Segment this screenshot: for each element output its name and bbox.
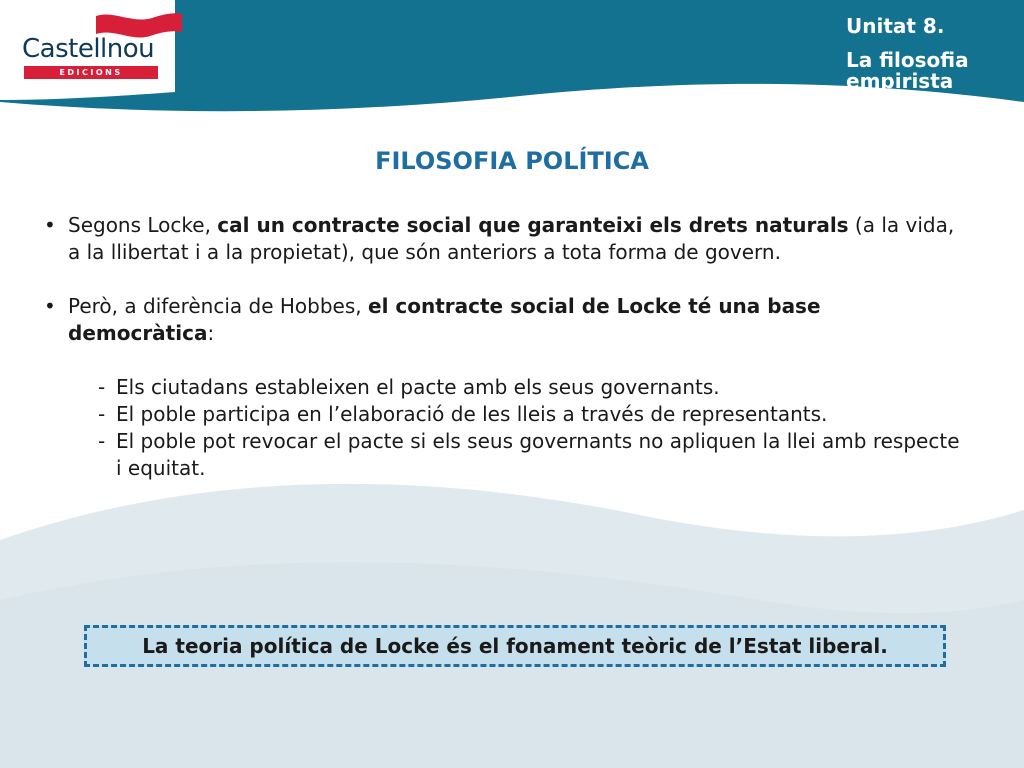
publisher-logo [22, 8, 162, 76]
bullet-marker: • [44, 294, 56, 318]
bullet-locke-contract [38, 212, 968, 266]
slide-title: FILOSOFIA POLÍTICA [375, 147, 649, 175]
bullet-text-intro: Però, a diferència de Hobbes, [68, 294, 368, 318]
bullet-text-rest: : [207, 321, 215, 345]
slide-content [38, 212, 968, 482]
list-item [98, 401, 968, 428]
unit-title: La filosofia empirista [846, 48, 969, 93]
dash-marker: - [98, 429, 106, 453]
bullet-democratic-base [38, 293, 968, 347]
list-item [98, 374, 968, 401]
unit-number: Unitat 8. [846, 14, 945, 38]
logo-wordmark: Castellnou [22, 34, 155, 64]
bullet-text-intro: Segons Locke, [68, 213, 218, 237]
logo-subtitle: EDICIONS [24, 66, 158, 79]
bullet-text-bold: el contracte social de Locke té una base democràtica [68, 294, 821, 345]
bullet-text-bold: cal un contracte social que garanteixi els drets naturals [217, 213, 849, 237]
bullet-text-rest: (a la vida, a la llibertat i a la propietat), que són anteriors a tota forma de govern. [68, 213, 955, 264]
list-item [98, 428, 968, 482]
list-item-text: El poble pot revocar el pacte si els seus governants no apliquen la llei amb respecte i equitat. [116, 429, 960, 480]
dash-marker: - [98, 402, 106, 426]
list-item-text: El poble participa en l’elaboració de les lleis a través de representants. [116, 402, 828, 426]
unit-header [846, 14, 1016, 92]
bullet-marker: • [44, 213, 56, 237]
conclusion-box: La teoria política de Locke és el fonament teòric de l’Estat liberal. [84, 625, 946, 667]
democratic-features-list [38, 374, 968, 482]
list-item-text: Els ciutadans estableixen el pacte amb els seus governants. [116, 375, 720, 399]
dash-marker: - [98, 375, 106, 399]
